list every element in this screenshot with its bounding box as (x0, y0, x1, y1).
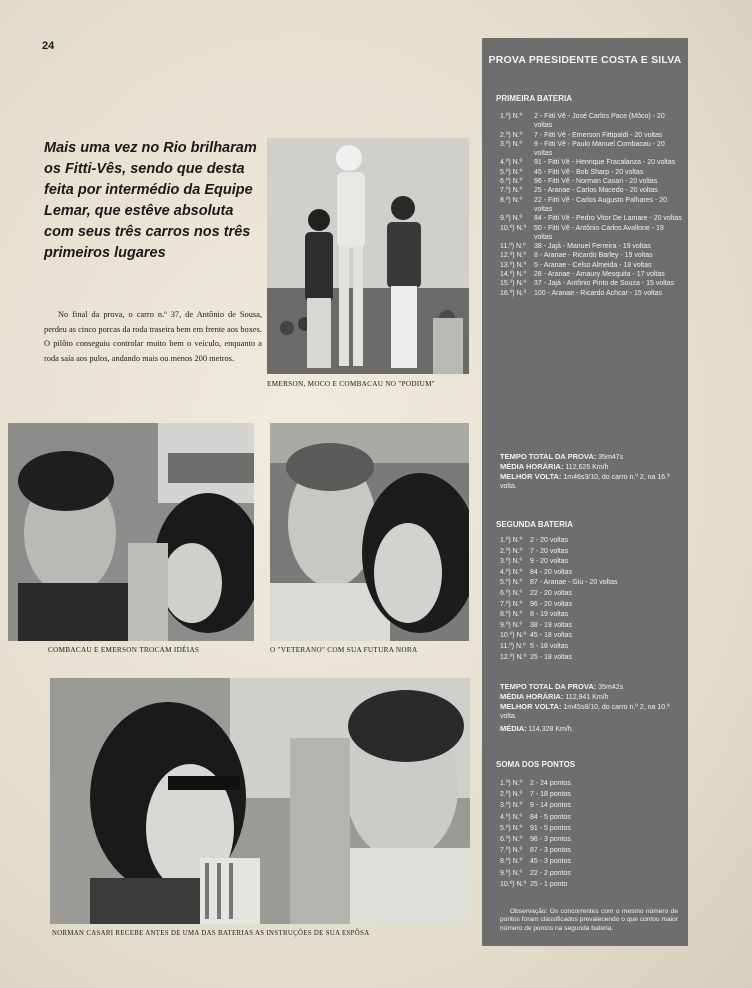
media2-label: MÉDIA: (500, 724, 527, 733)
heading-bateria1: PRIMEIRA BATERIA (496, 94, 572, 103)
result-text: 9 - 14 pontos (530, 802, 571, 810)
result-row (500, 131, 684, 140)
result-position: 9.º) N.º (500, 869, 523, 877)
result-position: 4.º) N.º (500, 813, 523, 821)
result-text: 96 - 3 pontos (530, 836, 571, 844)
heading-bateria2: SEGUNDA BATERIA (496, 520, 573, 529)
result-position: 8.º) N.º (500, 858, 523, 866)
result-row (500, 214, 684, 223)
result-text: 45 - Fitti Vê - Bob Sharp - 20 voltas (534, 168, 644, 176)
melhor-label-1: MELHOR VOLTA: (500, 472, 562, 481)
result-row (500, 621, 680, 632)
result-position: 16.º) N.º (500, 289, 527, 297)
result-text: 8 - 19 voltas (530, 611, 569, 619)
result-text: 45 - 3 pontos (530, 858, 571, 866)
result-position: 5.º) N.º (500, 824, 523, 832)
result-text: 87 - Aranae - Giu - 20 voltas (530, 579, 618, 587)
result-position: 2.º) N.º (500, 791, 523, 799)
result-row (500, 557, 680, 568)
result-position: 8.º) N.º (500, 196, 523, 204)
photo-podium (267, 138, 469, 374)
media-value-1: 112,625 Km/h (565, 464, 609, 471)
result-row (500, 536, 680, 547)
result-row (500, 112, 684, 131)
result-row (500, 158, 684, 167)
result-row (500, 631, 680, 642)
result-position: 12.º) N.º (500, 653, 527, 661)
media2-value: 114,328 Km/h. (528, 726, 574, 733)
result-row (500, 642, 680, 653)
result-text: 9 - Fitti Vê - Paulo Manuel Combacau - 20 voltas (534, 140, 665, 158)
result-row (500, 242, 684, 251)
result-position: 5.º) N.º (500, 579, 523, 587)
caption-combacau-emerson: COMBACAU E EMERSON TROCAM IDÉIAS (48, 646, 200, 654)
result-row (500, 261, 684, 270)
result-position: 1.º) N.º (500, 113, 523, 120)
result-row (500, 653, 680, 664)
result-position: 10.º) N.º (500, 632, 527, 640)
result-text: 2 - 24 pontos (530, 780, 571, 787)
result-text: 84 - 20 voltas (530, 568, 573, 576)
result-position: 10.º) N.º (500, 224, 527, 232)
result-position: 14.º) N.º (500, 271, 527, 279)
result-position: 4.º) N.º (500, 159, 523, 167)
stats-bateria1 (500, 452, 678, 491)
result-text: 25 - 18 voltas (530, 653, 573, 661)
result-position: 11.º) N.º (500, 243, 526, 251)
article-headline: Mais uma vez no Rio brilharam os Fitti-Vês, sendo que desta feita por intermédio da Equipe Lemar, que estêve absoluta com seus três carros nos três primeiros lugares (44, 140, 257, 261)
result-text: 84 - 5 pontos (530, 813, 571, 821)
result-position: 1.º) N.º (500, 780, 523, 787)
result-text: 22 - Fitti Vê - Carlos Augusto Palhares - 20 voltas (534, 196, 668, 213)
list-pontos (500, 778, 680, 890)
result-text: 91 - 5 pontos (530, 824, 571, 832)
caption-veterano: O "VETERANO" COM SUA FUTURA NORA (270, 646, 418, 654)
result-position: 2.º) N.º (500, 547, 523, 555)
result-text: 8 - Aranae - Ricardo Barley - 19 voltas (534, 252, 653, 260)
result-position: 4.º) N.º (500, 568, 523, 576)
melhor-label-2: MELHOR VOLTA: (500, 702, 562, 711)
result-row (500, 610, 680, 621)
result-text: 5 - 18 voltas (530, 642, 569, 650)
result-row (500, 568, 680, 579)
result-row (500, 196, 684, 215)
result-row (500, 168, 684, 177)
caption-podium: EMERSON, MOCO E COMBACAU NO "PODIUM" (267, 380, 436, 388)
result-row (500, 856, 680, 867)
result-text: 25 - Aranae - Carlos Macedo - 20 voltas (534, 187, 658, 195)
caption-norman-casari: NORMAN CASARI RECEBE ANTES DE UMA DAS BATERIAS AS INSTRUÇÕES DE SUA ESPÔSA (52, 930, 370, 937)
result-position: 3.º) N.º (500, 802, 523, 810)
result-position: 11.º) N.º (500, 642, 526, 650)
result-row (500, 800, 680, 811)
result-position: 7.º) N.º (500, 600, 523, 608)
result-position: 5.º) N.º (500, 168, 523, 176)
media-label-1: MÉDIA HORÁRIA: (500, 462, 564, 471)
result-text: 45 - 18 voltas (530, 632, 573, 640)
result-row (500, 868, 680, 879)
result-position: 13.º) N.º (500, 261, 527, 269)
result-position: 6.º) N.º (500, 589, 523, 597)
results-panel (482, 38, 688, 946)
stats-bateria2 (500, 682, 678, 734)
result-position: 8.º) N.º (500, 611, 523, 619)
result-position: 2.º) N.º (500, 131, 523, 139)
list-bateria1 (500, 112, 684, 298)
result-text: 7 - Fitti Vê - Emerson Fittipaldi - 20 voltas (534, 131, 663, 139)
result-text: 96 - 20 voltas (530, 600, 573, 608)
result-row (500, 600, 680, 611)
result-row (500, 140, 684, 159)
result-position: 9.º) N.º (500, 621, 523, 629)
result-text: 5 - Aranae - Celso Almeida - 18 voltas (534, 261, 652, 269)
result-position: 12.º) N.º (500, 252, 527, 260)
result-row (500, 279, 684, 288)
result-row (500, 578, 680, 589)
result-text: 2 - 20 voltas (530, 537, 569, 544)
result-position: 3.º) N.º (500, 140, 523, 148)
result-text: 9 - 20 voltas (530, 558, 569, 566)
result-row (500, 823, 680, 834)
tempo-label-1: TEMPO TOTAL DA PROVA: (500, 452, 597, 461)
result-text: 87 - 3 pontos (530, 847, 571, 855)
result-text: 50 - Fitti Vê - Antônio Carlos Avallone - 19 voltas (534, 224, 664, 241)
result-text: 38 - 19 voltas (530, 621, 573, 629)
result-text: 25 - 1 ponto (530, 880, 568, 888)
result-row (500, 834, 680, 845)
result-row (500, 289, 684, 298)
result-position: 9.º) N.º (500, 215, 523, 223)
result-text: 2 - Fitti Vê - José Carlos Pace (Môco) - 20 voltas (534, 113, 665, 130)
result-text: 84 - Fitti Vê - Pedro Vitor De Lamare - 20 voltas (534, 215, 682, 223)
result-text: 38 - Jajá - Manuel Ferreira - 19 voltas (534, 243, 651, 251)
result-row (500, 251, 684, 260)
result-text: 91 - Fitti Vê - Henrique Fracalanza - 20 voltas (534, 159, 676, 167)
result-row (500, 845, 680, 856)
result-text: 100 - Aranae - Ricardo Achcar - 15 voltas (534, 289, 663, 297)
result-row (500, 186, 684, 195)
result-row (500, 879, 680, 890)
result-position: 3.º) N.º (500, 558, 523, 566)
result-text: 7 - 20 voltas (530, 547, 569, 555)
result-position: 15.º) N.º (500, 280, 527, 288)
result-text: 37 - Jajá - Antônio Pinto de Souza - 15 voltas (534, 280, 675, 288)
photo-veterano (270, 423, 469, 641)
result-row (500, 778, 680, 789)
media-value-2: 112,941 Km/h (565, 694, 609, 701)
result-position: 6.º) N.º (500, 178, 523, 186)
result-row (500, 589, 680, 600)
tempo-value-2: 35m42s (598, 684, 624, 691)
result-position: 10.º) N.º (500, 880, 527, 888)
result-position: 7.º) N.º (500, 847, 523, 855)
photo-combacau-emerson (8, 423, 254, 641)
page-number: 24 (42, 40, 55, 52)
result-row (500, 270, 684, 279)
combacau-illustration (8, 423, 254, 641)
result-position: 1.º) N.º (500, 537, 523, 544)
casari-illustration (50, 678, 470, 924)
result-row (500, 789, 680, 800)
result-row (500, 547, 680, 558)
result-row (500, 224, 684, 243)
melhor-value-1: 1m46s3/10, do carro n.º 2, na 16.ª volta. (500, 474, 670, 490)
result-text: 22 - 2 pontos (530, 869, 571, 877)
podium-illustration (267, 138, 469, 374)
result-text: 22 - 20 voltas (530, 589, 573, 597)
photo-norman-casari (50, 678, 470, 924)
result-row (500, 177, 684, 186)
melhor-value-2: 1m45s8/10, do carro n.º 2, na 10.ª volta. (500, 704, 670, 720)
result-text: 28 - Aranae - Amaury Mesquita - 17 voltas (534, 271, 665, 279)
result-position: 6.º) N.º (500, 836, 523, 844)
list-bateria2 (500, 536, 680, 663)
veterano-illustration (270, 423, 469, 641)
result-position: 7.º) N.º (500, 187, 523, 195)
observacao-note: Observação: Os concorrentes com o mesmo número de pontos foram classificados prevalecendo o que contou maior número de pontos na segunda bateria. (500, 908, 678, 932)
result-text: 96 - Fitti Vê - Norman Casari - 20 voltas (534, 178, 658, 186)
tempo-value-1: 35m47s (598, 454, 624, 461)
result-text: 7 - 18 pontos (530, 791, 571, 799)
article-body: No final da prova, o carro n.º 37, de Antônio de Sousa, perdeu as cinco porcas da roda traseira bem em frente aos boxes. O pilôto conseguiu controlar muito bem o veículo, enquanto a roda saía aos pulos, andando mais ou menos 200 metros. (44, 310, 262, 363)
media-label-2: MÉDIA HORÁRIA: (500, 692, 564, 701)
panel-title: PROVA PRESIDENTE COSTA E SILVA (488, 54, 682, 66)
tempo-label-2: TEMPO TOTAL DA PROVA: (500, 682, 597, 691)
heading-pontos: SOMA DOS PONTOS (496, 760, 576, 769)
result-row (500, 812, 680, 823)
